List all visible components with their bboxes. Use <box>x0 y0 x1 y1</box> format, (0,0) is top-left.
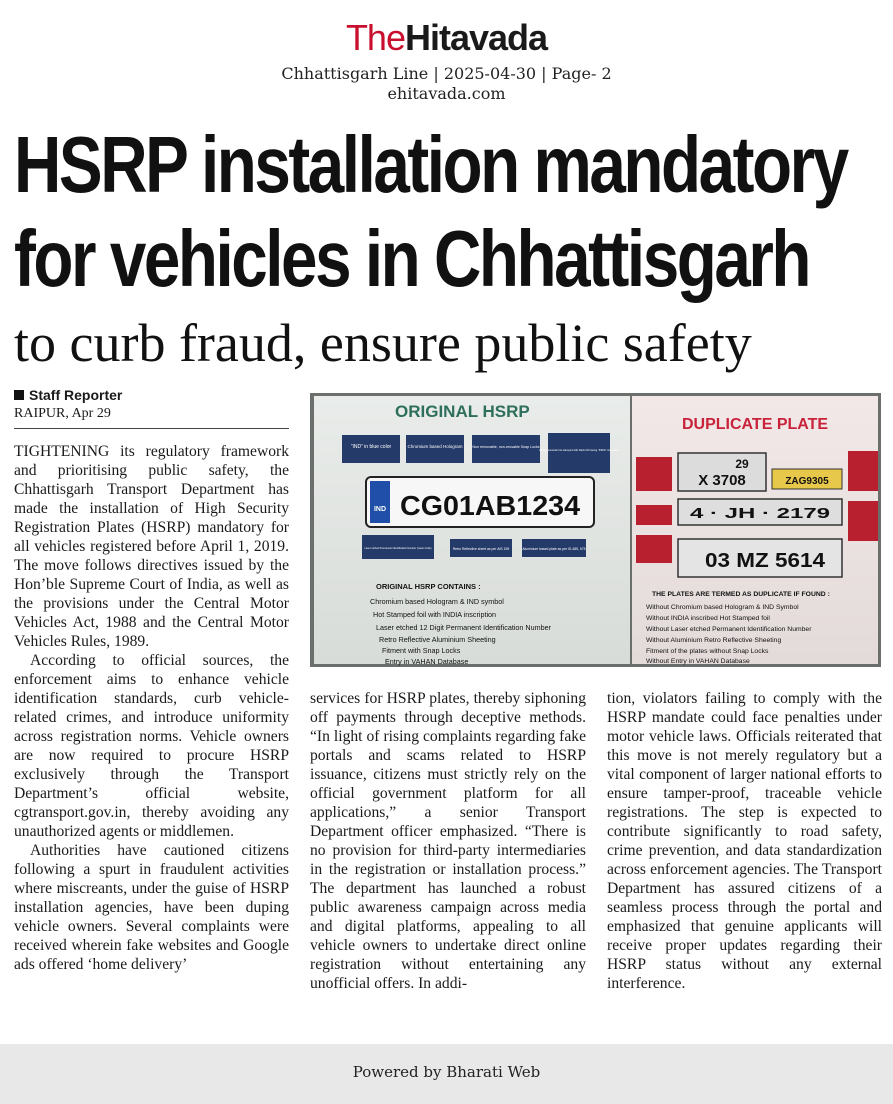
article-photo <box>310 393 881 667</box>
photo-label-text: All the numerals hot stamped with black foil having “INDIA” inscription <box>539 449 619 452</box>
original-item: Chromium based Hologram & IND symbol <box>370 597 504 606</box>
plate-ind-code: IND <box>373 506 387 513</box>
paragraph-4: services for HSRP plates, thereby siphoning off payments through deceptive methods. “In light of rising complaints regarding fake portals and scams related to HSRP issuance, citizens must strictly rely on the official government platform for all applications,” a senior Transport Department officer emphasized. “There is no provision for third-party intermediaries in the registration or installation process.” The department has launched a robust public awareness campaign across media and digital platforms, appealing to all vehicle owners to undertake direct online registration without entertaining any unofficial offers. In addi- <box>310 690 586 992</box>
original-item: Retro Reflective Aluminium Sheeting <box>379 635 496 644</box>
subheadline: to curb fraud, ensure public safety <box>14 313 752 373</box>
logo-the: The <box>345 17 405 58</box>
duplicate-item: Without Aluminium Retro Reflective Sheeting <box>646 637 782 644</box>
photo-left-title: ORIGINAL HSRP <box>395 402 530 421</box>
original-item: Hot Stamped foil with INDIA inscription <box>373 610 497 619</box>
logo-hitavada: Hitavada <box>404 17 548 58</box>
dateline: RAIPUR, Apr 29 <box>14 406 111 421</box>
byline <box>14 386 289 429</box>
duplicate-item: Without INDIA inscribed Hot Stamped foil <box>646 615 770 622</box>
article-column-1 <box>14 442 289 974</box>
reporter <box>14 386 289 404</box>
original-item: Fitment with Snap Locks <box>382 646 461 655</box>
byline-divider <box>14 428 289 429</box>
article-column-2 <box>310 689 586 993</box>
headline-line-2: for vehicles in Chhattisgarh <box>14 214 810 303</box>
masthead <box>0 18 893 104</box>
dup-tag <box>636 535 672 563</box>
original-item: Entry in VAHAN Database <box>385 657 469 666</box>
duplicate-item: Without Chromium based Hologram & IND Symbol <box>646 604 799 611</box>
photo-label-text: Non removable, non-reusable Snap Locks <box>472 445 540 449</box>
dup-plate-1-top: 29 <box>735 457 749 471</box>
photo-label-text: Aluminium based plate as per IS-485, 575 <box>522 547 586 551</box>
powered-by[interactable]: Powered by Bharati Web <box>352 1063 541 1081</box>
footer <box>0 1044 893 1104</box>
photo-label-box <box>406 435 464 463</box>
headline <box>14 118 847 306</box>
original-contains-title: ORIGINAL HSRP CONTAINS : <box>376 582 481 591</box>
duplicate-item: Without Entry in VAHAN Database <box>646 658 750 665</box>
photo-label-text: Chromium based Hologram <box>407 444 463 449</box>
duplicate-item: Without Laser etched Permanent Identification Number <box>646 626 812 633</box>
photo-label-box <box>472 435 540 463</box>
dup-tag <box>636 505 672 525</box>
photo-label-box <box>548 433 610 473</box>
square-bullet-icon <box>14 390 24 400</box>
paragraph-3: Authorities have cautioned citizens following a spurt in fraudulent activities where miscreants, under the guise of HSRP installation agencies, have been duping vehicle owners. Several complaints were received wherein fake websites and Google ads offered ‘home delivery’ <box>14 842 289 973</box>
original-item: Laser etched 12 Digit Permanent Identification Number <box>376 623 551 632</box>
paragraph-5: tion, violators failing to comply with the HSRP mandate could face penalties under motor vehicle laws. Officials reiterated that this move is not merely regulatory but a vital component of larger national efforts to ensure tamper-proof, traceable vehicle registrations. The step is expected to contribute significantly to road safety, crime prevention, and data standardization across enforcement agencies. The Transport Department has assured citizens of a seamless process through the portal and emphasized that genuine applicants will receive proper updates regarding their HSRP status without any external interference. <box>607 690 882 992</box>
duplicate-item: Fitment of the plates without Snap Locks <box>646 648 769 655</box>
dup-plate-3-number: 03 MZ 5614 <box>705 550 826 572</box>
newspaper-logo <box>0 18 893 58</box>
duplicate-found-title: THE PLATES ARE TERMED AS DUPLICATE IF FOUND : <box>652 591 830 598</box>
dup-plate-yellow-text: ZAG9305 <box>785 476 829 487</box>
dup-tag <box>848 501 878 541</box>
dup-plate-1-bottom: X 3708 <box>698 472 746 489</box>
dup-plate-2-number: 4 · JH · 2179 <box>690 505 830 522</box>
plate-ind-strip <box>370 481 390 523</box>
website-link[interactable]: ehitavada.com <box>387 84 506 103</box>
dup-tag <box>848 451 878 491</box>
original-plate-number: CG01AB1234 <box>400 490 581 521</box>
photo-label-text: “IND” in blue color <box>350 444 392 450</box>
photo-label-text: Laser etched Permanent Identification Number (Laser Code) <box>364 547 432 550</box>
paragraph-1: TIGHTENING its regulatory framework and prioritising public safety, the Chhattisgarh Transport Department has made the installation of High Security Registration Plates (HSRP) mandatory for all vehicles registered before April 1, 2019. The move follows directives issued by the Hon’ble Supreme Court of India, as well as the provisions under the Central Motor Vehicles Act, 1988 and the Central Motor Vehicles Rules, 1989. <box>14 443 289 650</box>
photo-right-title: DUPLICATE PLATE <box>682 416 829 433</box>
paragraph-2: According to official sources, the enforcement aims to enhance vehicle identification standards, curb vehicle-related crimes, and introduce uniformity across registration norms. Vehicle owners are now required to procure HSRP exclusively through the Transport Department’s official website, cgtransport.gov.in, thereby avoiding any unauthorized agents or middlemen. <box>14 652 289 840</box>
article-column-3 <box>607 689 882 993</box>
reporter-name: Staff Reporter <box>29 387 123 403</box>
headline-line-1: HSRP installation mandatory <box>14 120 847 209</box>
dup-tag <box>636 457 672 491</box>
edition-line: Chhattisgarh Line | 2025-04-30 | Page- 2 <box>281 64 612 83</box>
photo-label-text: Retro Reflective sheet as per AIS 159 <box>452 547 510 551</box>
